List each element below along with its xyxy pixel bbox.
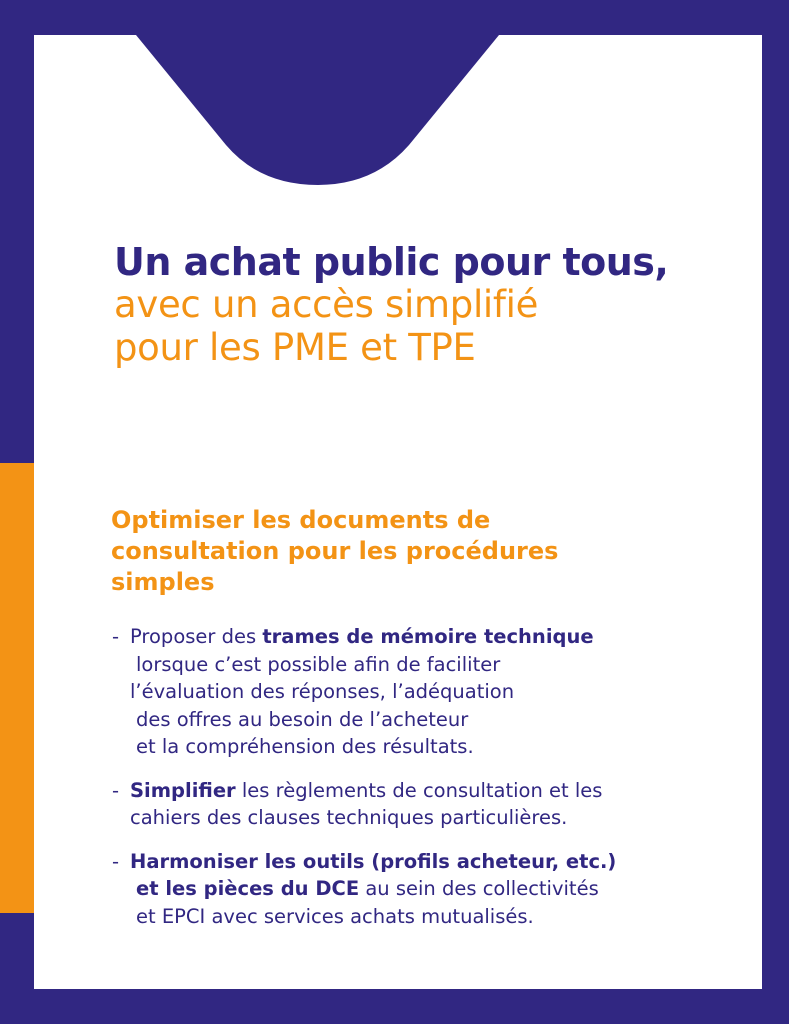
headline-line-3: pour les PME et TPE — [114, 325, 476, 369]
bullet-text: au sein des collectivités — [359, 877, 599, 900]
headline — [114, 240, 754, 370]
section-title-line: consultation pour les procédures — [111, 537, 559, 565]
section-title — [111, 505, 711, 598]
bullet-text: Proposer des — [130, 625, 263, 648]
bullet-text: et EPCI avec services achats mutualisés. — [136, 904, 534, 928]
bullet-bold-text: trames de mémoire technique — [262, 625, 594, 648]
bullet-item — [112, 777, 742, 832]
headline-line-2: avec un accès simplifié — [114, 283, 539, 327]
bullet-list — [112, 623, 742, 946]
headline-line-1: Un achat public pour tous, — [114, 240, 669, 284]
section-title-line: Optimiser les documents de — [111, 506, 491, 534]
top-notch-shape — [34, 35, 762, 215]
bullet-item — [112, 623, 742, 761]
bullet-text: et la compréhension des résultats. — [136, 735, 474, 758]
bullet-dash: - — [112, 849, 120, 873]
bullet-text: cahiers des clauses techniques particulières. — [130, 806, 568, 829]
bullet-text: des offres au besoin de l’acheteur — [136, 707, 469, 731]
bullet-bold-text: et les pièces du DCE — [136, 877, 360, 900]
orange-accent-strip — [0, 463, 34, 913]
bullet-bold-text: Simplifier — [130, 778, 236, 802]
bullet-dash: - — [112, 625, 120, 648]
bullet-bold-text: Harmoniser les outils (profils acheteur, etc.) — [130, 849, 617, 873]
bullet-item — [112, 848, 742, 931]
bullet-dash: - — [112, 778, 120, 802]
bullet-text: les règlements de consultation et les — [235, 778, 603, 802]
content-card — [34, 35, 762, 989]
bullet-text: l’évaluation des réponses, l’adéquation — [130, 680, 515, 703]
bullet-text: lorsque c’est possible afin de faciliter — [136, 652, 501, 676]
section-title-line: simples — [111, 568, 215, 596]
